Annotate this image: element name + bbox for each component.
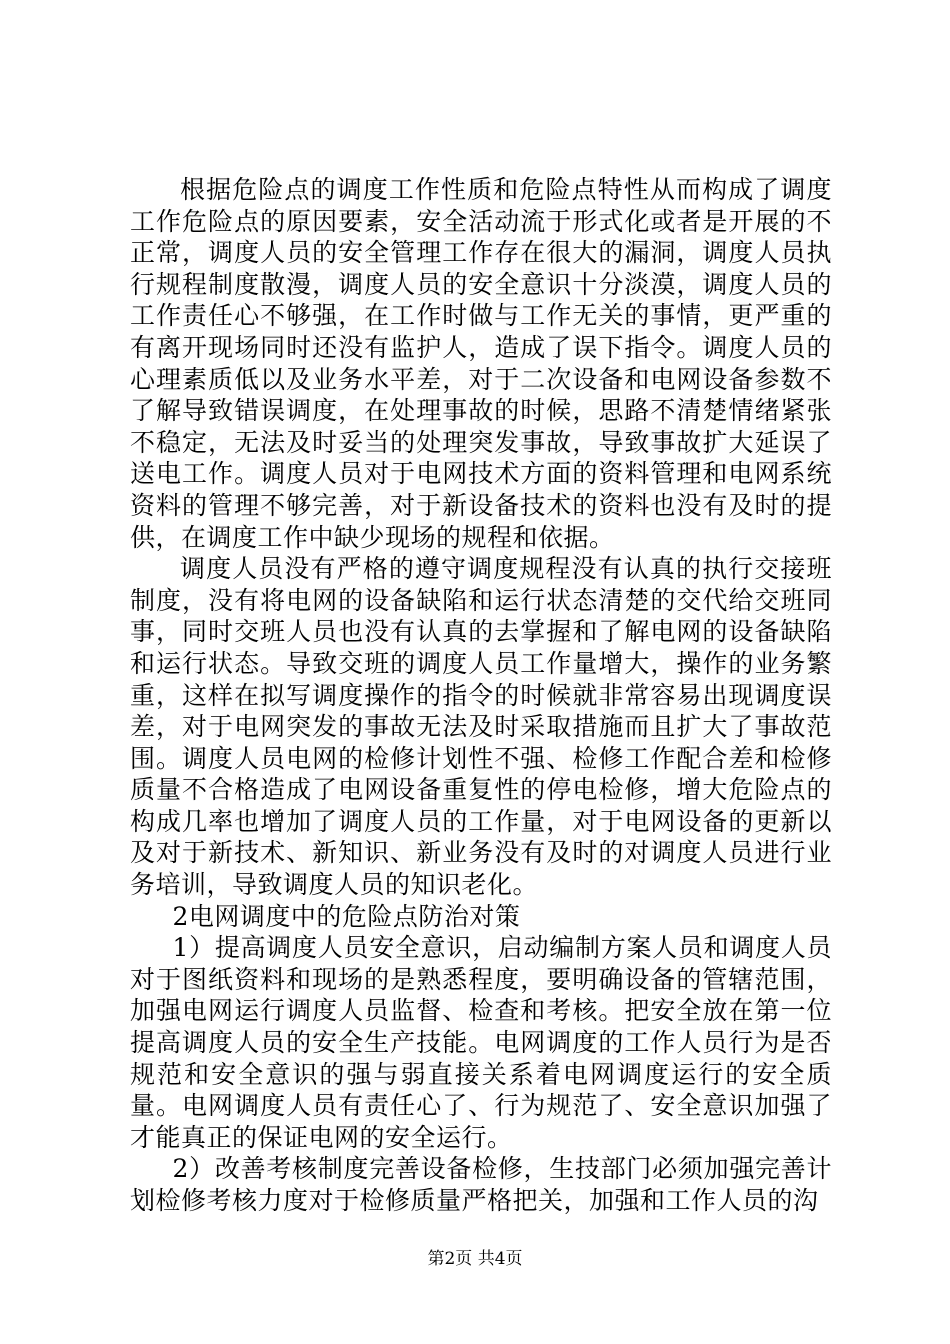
paragraph-handover: 调度人员没有严格的遵守调度规程没有认真的执行交接班制度，没有将电网的设备缺陷和运行状态清楚的交代给交班同事，同时交班人员也没有认真的去掌握和了解电网的设备缺陷和运行状态。导致交班的调度人员工作量增大，操作的业务繁重，这样在拟写调度操作的指令的时候就非常容易出现调度误差，对于电网突发的事故无法及时采取措施而且扩大了事故范围。调度人员电网的检修计划性不强、检修工作配合差和检修质量不合格造成了电网设备重复性的停电检修，增大危险点的构成几率也增加了调度人员的工作量，对于电网设备的更新以及对于新技术、新知识、新业务没有及时的对调度人员进行业务培训，导致调度人员的知识老化。 [130, 554, 832, 900]
section-heading: 2电网调度中的危险点防治对策 [172, 901, 521, 931]
paragraph-measure-2: 2）改善考核制度完善设备检修，生技部门必须加强完善计划检修考核力度对于检修质量严格把关，加强和工作人员的沟 [130, 1154, 832, 1215]
paragraph-causes: 根据危险点的调度工作性质和危险点特性从而构成了调度工作危险点的原因要素，安全活动流于形式化或者是开展的不正常，调度人员的安全管理工作存在很大的漏洞，调度人员执行规程制度散漫，调度人员的安全意识十分淡漠，调度人员的工作责任心不够强，在工作时做与工作无关的事情，更严重的有离开现场同时还没有监护人，造成了误下指令。调度人员的心理素质低以及业务水平差，对于二次设备和电网设备参数不了解导致错误调度，在处理事故的时候，思路不清楚情绪紧张不稳定，无法及时妥当的处理突发事故，导致事故扩大延误了送电工作。调度人员对于电网技术方面的资料管理和电网系统资料的管理不够完善，对于新设备技术的资料也没有及时的提供，在调度工作中缺少现场的规程和依据。 [130, 175, 832, 552]
page-number-footer: 第2页 共4页 [427, 1249, 523, 1269]
document-body [130, 174, 832, 1217]
paragraph-measure-1: 1）提高调度人员安全意识，启动编制方案人员和调度人员对于图纸资料和现场的是熟悉程度，要明确设备的管辖范围，加强电网运行调度人员监督、检查和考核。把安全放在第一位提高调度人员的安全生产技能。电网调度的工作人员行为是否规范和安全意识的强与弱直接关系着电网调度运行的安全质量。电网调度人员有责任心了、行为规范了、安全意识加强了才能真正的保证电网的安全运行。 [130, 933, 832, 1152]
